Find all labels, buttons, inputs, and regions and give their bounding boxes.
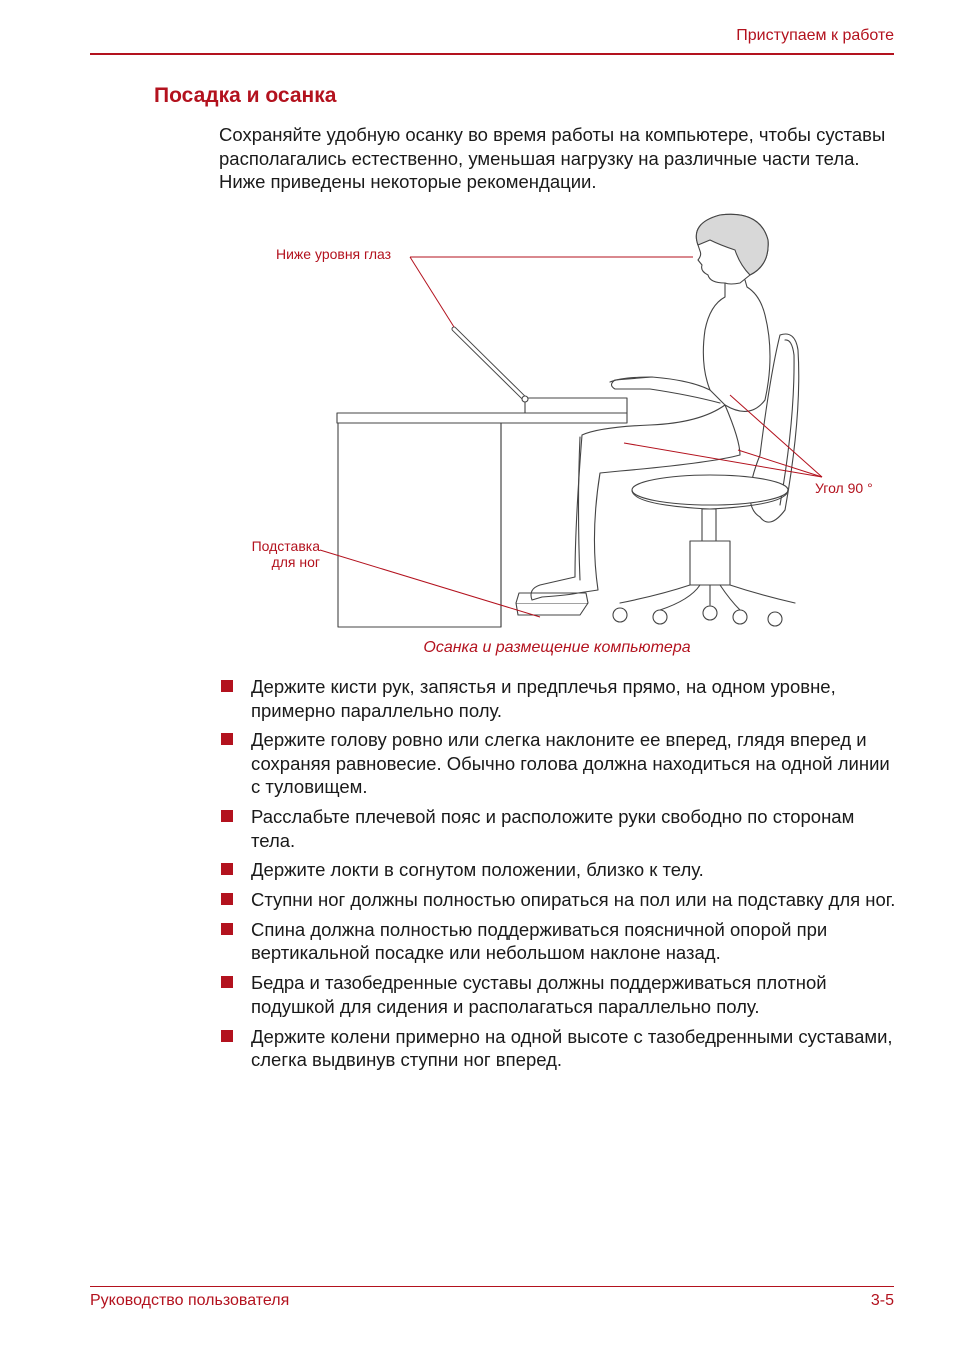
list-item-text: Держите локти в согнутом положении, близко к телу. bbox=[251, 859, 704, 881]
list-item-text: Держите голову ровно или слегка наклоните ее вперед, глядя вперед и сохраняя равновесие. Обычно голова должна находиться на одной линии с туловищем. bbox=[251, 729, 890, 798]
bullet-square-icon bbox=[221, 976, 233, 988]
footer-rule bbox=[90, 1286, 894, 1287]
bullet-square-icon bbox=[221, 810, 233, 822]
running-header: Приступаем к работе bbox=[736, 27, 894, 44]
posture-figure bbox=[220, 205, 900, 635]
label-footrest-line1: Подставка bbox=[251, 538, 320, 554]
list-item-text: Бедра и тазобедренные суставы должны поддерживаться плотной подушкой для сидения и располагаться параллельно полу. bbox=[251, 972, 827, 1017]
intro-paragraph: Сохраняйте удобную осанку во время работы на компьютере, чтобы суставы располагались естественно, уменьшая нагрузку на различные части тела. Ниже приведены некоторые рекомендации. bbox=[219, 124, 886, 192]
list-item bbox=[219, 1025, 899, 1072]
posture-illustration bbox=[220, 205, 900, 635]
list-item bbox=[219, 918, 899, 965]
bullet-square-icon bbox=[221, 1030, 233, 1042]
bullet-square-icon bbox=[221, 923, 233, 935]
label-90-degree-angle: Угол 90 ° bbox=[815, 480, 873, 496]
bullet-square-icon bbox=[221, 893, 233, 905]
list-item-text: Держите кисти рук, запястья и предплечья прямо, на одном уровне, примерно параллельно полу. bbox=[251, 676, 836, 721]
list-item-text: Ступни ног должны полностью опираться на пол или на подставку для ног. bbox=[251, 889, 896, 911]
bullet-square-icon bbox=[221, 733, 233, 745]
section-title: Посадка и осанка bbox=[154, 84, 337, 107]
list-item-text: Держите колени примерно на одной высоте с тазобедренными суставами, слегка выдвинув ступни ног вперед. bbox=[251, 1025, 893, 1071]
header-rule bbox=[90, 53, 894, 55]
page-number: 3-5 bbox=[870, 1292, 894, 1309]
list-item bbox=[219, 971, 899, 1018]
list-item bbox=[219, 858, 899, 882]
list-item-text: Спина должна полностью поддерживаться поясничной опорой при вертикальной посадке или небольшом наклоне назад. bbox=[251, 918, 828, 964]
bullet-square-icon bbox=[221, 863, 233, 875]
figure-caption: Осанка и размещение компьютера bbox=[423, 639, 691, 656]
laptop bbox=[454, 329, 627, 413]
recommendation-list bbox=[219, 675, 899, 1078]
label-footrest bbox=[242, 538, 320, 570]
list-item bbox=[219, 805, 899, 852]
list-item bbox=[219, 675, 899, 722]
footer-title: Руководство пользователя bbox=[90, 1292, 290, 1309]
list-item-text: Расслабьте плечевой пояс и расположите руки свободно по сторонам тела. bbox=[251, 806, 855, 851]
label-below-eye-level: Ниже уровня глаз bbox=[276, 246, 392, 262]
list-item bbox=[219, 888, 899, 912]
bullet-square-icon bbox=[221, 680, 233, 692]
label-footrest-line2: для ног bbox=[271, 554, 320, 570]
list-item bbox=[219, 728, 899, 799]
